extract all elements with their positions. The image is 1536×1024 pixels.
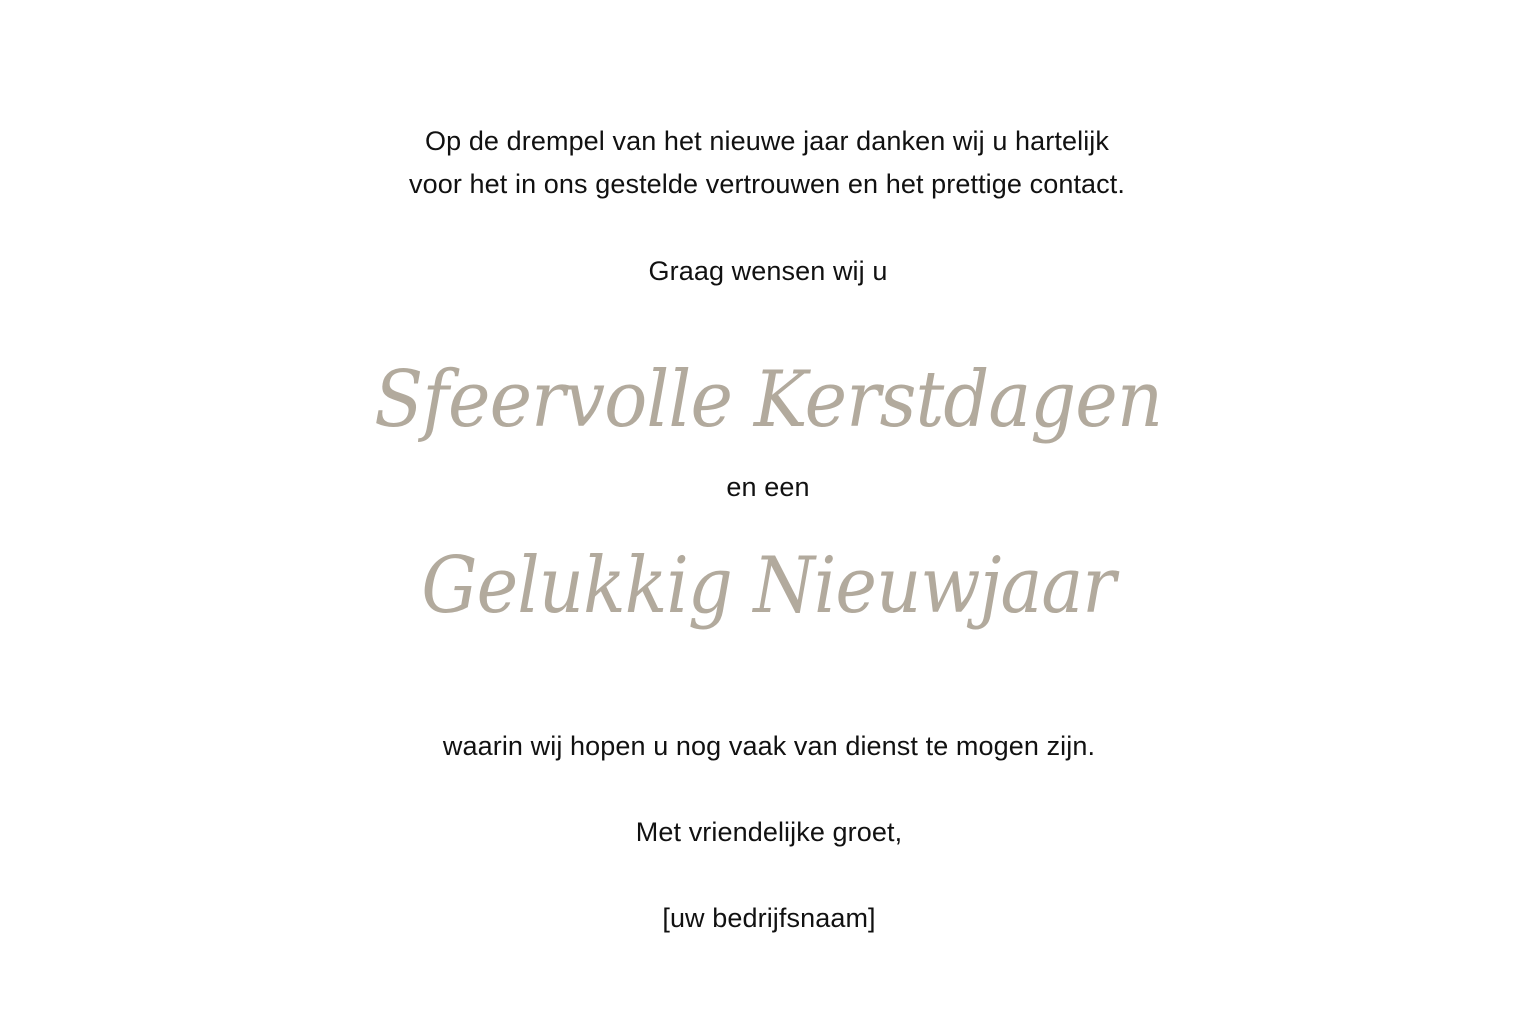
greeting-new-year: Gelukkig Nieuwjaar bbox=[421, 541, 1116, 631]
hope-line: waarin wij hopen u nog vaak van dienst te mogen zijn. bbox=[442, 731, 1096, 761]
company-name-placeholder: [uw bedrijfsnaam] bbox=[662, 903, 876, 933]
wish-line: Graag wensen wij u bbox=[648, 256, 888, 286]
intro-line-2: voor het in ons gestelde vertrouwen en het prettige contact. bbox=[409, 169, 1125, 199]
greeting-christmas: Sfeervolle Kerstdagen bbox=[374, 355, 1163, 445]
connector-text: en een bbox=[726, 472, 810, 502]
closing-line: Met vriendelijke groet, bbox=[635, 817, 903, 847]
intro-line-1: Op de drempel van het nieuwe jaar danken wij u hartelijk bbox=[425, 126, 1109, 156]
